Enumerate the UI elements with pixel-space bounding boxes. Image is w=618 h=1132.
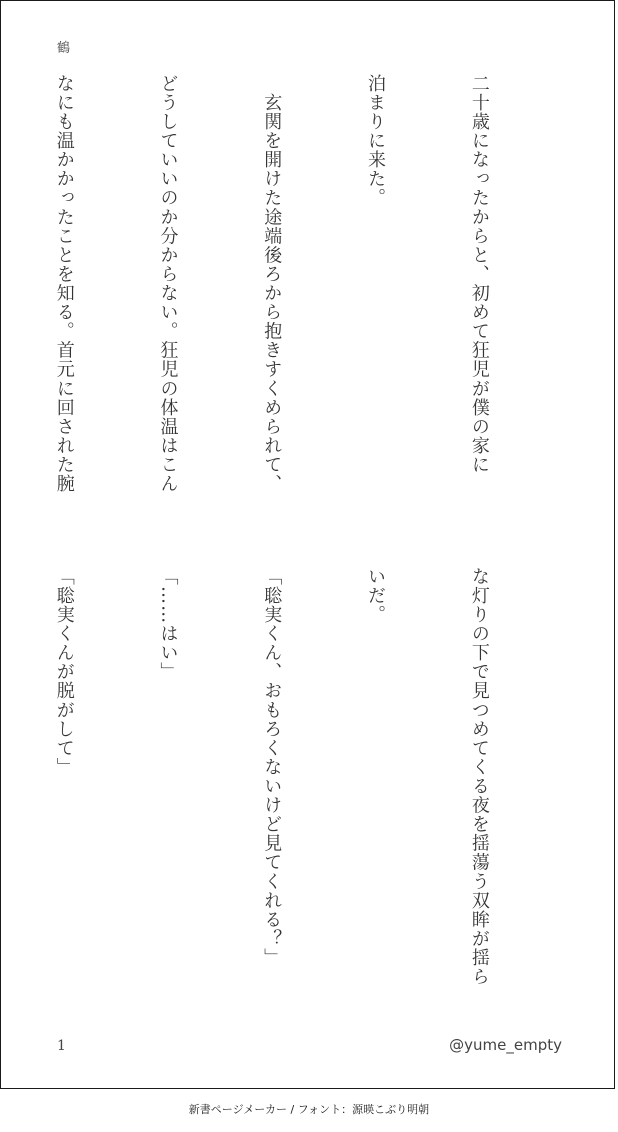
page-number: 1 [57,1038,66,1054]
text-line: 「聡実くんが脱がして」 [53,567,75,777]
maker-credit: 新書ページメーカー / フォント：源暎こぶり明朝 [188,1103,430,1116]
text-line: 泊まりに来た。 [365,74,387,208]
page-header-title: 鶴 [57,41,71,56]
text-line: な灯りの下で見つめてくる夜を揺蕩う双眸が揺ら [468,567,490,987]
text-line: 玄関を開けた途端後ろから抱きすくめられて、 [261,74,283,494]
text-line: なにも温かかったことを知る。首元に回された腕 [53,74,75,494]
text-line: 「……はい」 [157,567,179,682]
text-line: いだ。 [365,567,387,625]
body-text-upper [53,74,565,534]
text-line: 「聡実くん、おもろくないけど見てくれる？」 [261,567,283,968]
body-text-lower [53,567,565,1027]
author-handle: @yume_empty [449,1036,562,1054]
text-line: 二十歳になったからと、初めて狂児が僕の家に [468,74,490,475]
text-line: どうしていいのか分からない。狂児の体温はこん [157,74,179,494]
